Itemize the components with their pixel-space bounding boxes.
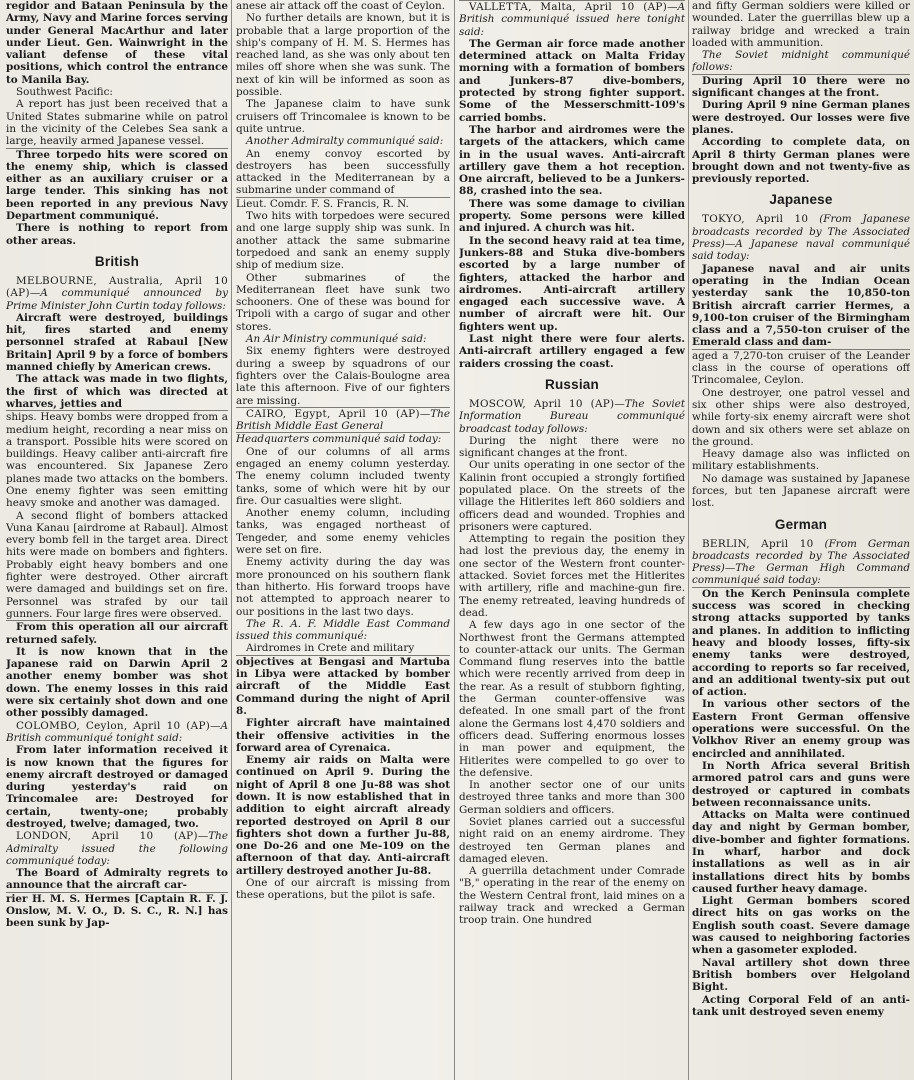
paragraph: Lieut. Comdr. F. S. Francis, R. N. — [236, 197, 450, 210]
column-3 — [459, 0, 685, 1080]
paragraph: Last night there were four alerts. Anti-aircraft artillery engaged a few raiders crossing the coast. — [459, 333, 685, 370]
paragraph: In North Africa several British armored patrol cars and guns were destroyed or captured in combats between reconnaissance units. — [692, 759, 910, 809]
paragraph: The attack was made in two flights, the first of which was directed at wharves, jetties and — [6, 373, 228, 410]
paragraph: Naval artillery shot down three British bombers over Helgoland Bight. — [692, 956, 910, 994]
dateline-berlin — [692, 538, 910, 587]
paragraph: A second flight of bombers attacked Vuna Kanau [airdrome at Rabaul]. Almost every bomb fell in the target area. Direct hits were made on bombers and fighters. Probably eight heavy bombers and one fighter were destroyed. Other aircraft were damaged and buildings set on fire. Personnel was strafed by our tail gunners. Four large fires were observed. — [6, 509, 228, 620]
paragraph: In another sector one of our units destroyed three tanks and more than 300 German soldiers and officers. — [459, 779, 685, 816]
paragraph: objectives at Bengasi and Martuba in Libya were attacked by bomber aircraft of the Middle East Command during the night of April 8. — [236, 655, 450, 717]
paragraph: It is now known that in the Japanese raid on Darwin April 2 another enemy bomber was shot down. The enemy losses in this raid were six certainly shot down and one other possibly damaged. — [6, 645, 228, 720]
paragraph: One destroyer, one patrol vessel and six other ships were also destroyed, while forty-six enemy aircraft were shot down and six others were set ablaze on the ground. — [692, 386, 910, 448]
paragraph: Acting Corporal Feld of an anti-tank unit destroyed seven enemy — [692, 993, 910, 1018]
paragraph: During April 9 nine German planes were destroyed. Our losses were five planes. — [692, 99, 910, 136]
subhead: An Air Ministry communiqué said: — [246, 333, 427, 346]
dateline-text: —A communiqué announced by Prime Minister John Curtin today follows: — [6, 287, 228, 312]
dateline-continued: Headquarters communiqué said today: — [236, 432, 450, 445]
paragraph: In various other sectors of the Eastern Front German offensive operations were successful. On the Volkhov River an enemy group was encircled and annihilated. — [692, 698, 910, 760]
dateline-text: —A British communiqué issued here tonight said: — [459, 1, 685, 38]
section-heading-british: British — [94, 253, 140, 269]
dateline-melbourne — [6, 275, 228, 312]
paragraph: Another enemy column, including tanks, was engaged northeast of Tengeder, and some enemy vehicles were set on fire. — [236, 507, 450, 557]
paragraph: The harbor and airdromes were the targets of the attackers, which came in in the usual waves. Anti-aircraft artillery gave them a hot reception. One aircraft, believed to be a Junkers-88, crashed into the sea. — [459, 123, 685, 198]
paragraph: Light German bombers scored direct hits on gas works on the English south coast. Severe damage was caused to neighboring factories when a gasometer exploded. — [692, 895, 910, 957]
paragraph: There is nothing to report from other areas. — [6, 222, 228, 247]
paragraph: rier H. M. S. Hermes [Captain R. F. J. Onslow, M. V. O., D. S. C., R. N.] has been sunk by Jap- — [6, 892, 228, 930]
paragraph: One of our columns of all arms engaged an enemy column yesterday. The enemy column included twenty tanks, some of which were hit by our fire. Our casualties were slight. — [236, 445, 450, 507]
paragraph: Two hits with torpedoes were secured and one large supply ship was sunk. In another attack the same submarine torpedoed and sank an enemy supply ship of medium size. — [236, 210, 450, 272]
column-4 — [692, 0, 910, 1080]
paragraph: Aircraft were destroyed, buildings hit, fires started and enemy personnel strafed at Rabaul [New Britain] April 9 by a force of bombers manned chiefly by American crews. — [6, 311, 228, 374]
dateline-place: TOKYO, April 10 — [702, 213, 809, 226]
paragraph: From later information received it is now known that the figures for enemy aircraft destroyed or damaged during yesterday's raid on Trincomalee are: Destroyed for certain, twenty-one; probably destroyed, twelve; damaged, two. — [6, 744, 228, 830]
dateline-text: (From Japanese broadcasts recorded by The Associated Press)—A Japanese naval communiqué said today: — [692, 213, 910, 263]
dateline-text: —The Soviet Information Bureau communiqué broadcast today follows: — [459, 397, 685, 435]
dateline-place: MELBOURNE, Australia, April 10 (AP) — [6, 274, 228, 300]
column-rule — [454, 0, 455, 1080]
paragraph: On the Kerch Peninsula complete success was scored in checking strong attacks supported by tanks and planes. In addition to inflicting heavy and bloody losses, fifty-six enemy tanks were destroyed, according to reports so far received, and an additional twenty-six put out of action. — [692, 587, 910, 699]
column-rule — [688, 0, 689, 1080]
paragraph: Enemy activity during the day was more pronounced on his southern flank than hitherto. His forward troops have not attempted to approach nearer to our positions in the last two days. — [236, 556, 450, 618]
paragraph: During April 10 there were no significant changes at the front. — [692, 74, 910, 100]
dateline-text: —The Admiralty issued the following communiqué today: — [6, 830, 228, 867]
column-rule — [231, 0, 232, 1080]
dateline-place: MOSCOW, April 10 (AP) — [469, 397, 615, 410]
paragraph: According to complete data, on April 8 thirty German planes were brought down and not twenty-five as previously reported. — [692, 136, 910, 186]
paragraph: No damage was sustained by Japanese forces, but ten Japanese aircraft were lost. — [692, 472, 910, 510]
dateline-place: VALLETTA, Malta, April 10 (AP) — [469, 1, 668, 13]
paragraph: One of our aircraft is missing from these operations, but the pilot is safe. — [236, 877, 450, 902]
dateline-place: BERLIN, April 10 — [702, 537, 814, 550]
paragraph: During the night there were no significant changes at the front. — [459, 434, 685, 460]
paragraph: A report has just been received that a United States submarine while on patrol in the vicinity of the Celebes Sea sank a large, heavily armed Japanese vessel. — [6, 98, 228, 148]
paragraph: Airdromes in Crete and military — [246, 642, 415, 655]
dateline-moscow — [459, 398, 685, 435]
section-heading-japanese: Japanese — [769, 192, 833, 208]
section-heading-russian: Russian — [545, 376, 599, 392]
column-1 — [6, 0, 228, 1080]
dateline-text: —A British communiqué tonight said: — [6, 719, 228, 744]
paragraph: From this operation all our aircraft returned safely. — [6, 621, 228, 646]
section-heading-german: German — [774, 516, 828, 532]
dateline-colombo — [6, 720, 228, 745]
paragraph: The Japanese claim to have sunk cruisers off Trincomalee is known to be quite untrue. — [236, 98, 450, 135]
dateline-text: —The British Middle East General — [236, 407, 450, 433]
dateline-valletta — [459, 0, 685, 38]
dateline-place: COLOMBO, Ceylon, April 10 (AP) — [16, 719, 211, 732]
paragraph: Japanese naval and air units operating in the Indian Ocean yesterday sank the 10,850-ton British aircraft carrier Hermes, a 9,100-ton cruiser of the Birmingham class and a 7,550-ton cruiser of the Emerald class and dam- — [692, 262, 910, 349]
dateline-place: CAIRO, Egypt, April 10 (AP) — [246, 407, 420, 420]
dateline-cairo — [236, 407, 450, 433]
subhead: Another Admiralty communiqué said: — [246, 135, 444, 148]
paragraph: anese air attack off the coast of Ceylon. — [236, 0, 446, 12]
paragraph: Our units operating in one sector of the Kalinin front occupied a strongly fortified populated place. On the streets of the village the Hitlerites left 860 soldiers and officers dead and wounded. Trophies and prisoners were captured. — [459, 459, 685, 533]
paragraph: Attacks on Malta were continued day and night by German bomber, dive-bomber and fighter formations. In wharf, harbor and dock installations as well as in air installations direct hits by bombs caused further heavy damage. — [692, 809, 910, 895]
dateline-place: LONDON, April 10 (AP) — [16, 830, 198, 843]
paragraph: Three torpedo hits were scored on the enemy ship, which is classed either as an auxiliary cruiser or a large tender. This sinking has not been reported in any previous Navy Department communiqué. — [6, 148, 228, 223]
paragraph: regidor and Bataan Peninsula by the Army, Navy and Marine forces serving under General MacArthur and later under Lieut. Gen. Wainwright in the valiant defense of these vital positions, which control the entrance to Manila Bay. — [6, 0, 228, 86]
paragraph: Soviet planes carried out a successful night raid on an enemy airdrome. They destroyed ten German planes and damaged eleven. — [459, 816, 685, 865]
paragraph: A guerrilla detachment under Comrade "B," operating in the rear of the enemy on the Western Central front, laid mines on a railway track and wrecked a German troop train. One hundred — [459, 865, 685, 927]
column-2 — [236, 0, 450, 1080]
paragraph: Southwest Pacific: — [16, 86, 113, 99]
paragraph: Enemy air raids on Malta were continued on April 9. During the night of April 8 one Ju-88 was shot down. It is now established that in addition to eight aircraft already reported destroyed on April 8 our fighters shot down a further Ju-88, one Do-26 and one Me-109 on the afternoon of that day. Anti-aircraft artillery destroyed another Ju-88. — [236, 754, 450, 877]
paragraph: Other submarines of the Mediterranean fleet have sunk two schooners. One of these was bound for Tripoli with a cargo of sugar and other stores. — [236, 271, 450, 333]
paragraph: and fifty German soldiers were killed or wounded. Later the guerrillas blew up a railway bridge and wrecked a train loaded with ammunition. — [692, 0, 910, 49]
paragraph: Fighter aircraft have maintained their offensive activities in the forward area of Cyrenaica. — [236, 717, 450, 754]
paragraph: No further details are known, but it is probable that a large proportion of the ship's company of H. M. S. Hermes has reached land, as she was only about ten miles off shore when she was sunk. The next of kin will be informed as soon as possible. — [236, 12, 450, 99]
paragraph: ships. Heavy bombs were dropped from a medium height, recording a near miss on a transport. Possible hits were scored on buildings. Heavy caliber anti-aircraft fire was encountered. Six Japanese Zero planes made two attacks on the bombers. One enemy fighter was seen emitting heavy smoke and another was damaged. — [6, 411, 228, 510]
paragraph: aged a 7,270-ton cruiser of the Leander class in the course of operations off Trincomalee, Ceylon. — [692, 349, 910, 387]
paragraph: Heavy damage also was inflicted on military establishments. — [692, 448, 910, 473]
subhead: The R. A. F. Middle East Command issued this communiqué: — [236, 617, 450, 643]
paragraph: The German air force made another determined attack on Malta Friday morning with a formation of bombers and Junkers-87 dive-bombers, protected by strong fighter support. Some of the Messerschmitt-109's carried bombs. — [459, 37, 685, 124]
paragraph: Attempting to regain the position they had lost the previous day, the enemy in one sector of the Western front counter-attacked. Soviet forces met the Hitlerites with artillery, rifle and machine-gun fire. The enemy retreated, leaving hundreds of dead. — [459, 533, 685, 619]
paragraph: A few days ago in one sector of the Northwest front the Germans attempted to counter-attack our units. The German Command flung reserves into the battle which were recently arrived from deep in the rear. As a result of stubborn fighting, the German counter-offensive was defeated. In one small part of the front alone the Germans lost 4,470 soldiers and officers dead. Suffering enormous losses in man power and equipment, the Hitlerites were compelled to go over to the defensive. — [459, 619, 685, 779]
paragraph: An enemy convoy escorted by destroyers has been successfully attacked in the Mediterranean by a submarine under command of — [236, 147, 450, 197]
paragraph: In the second heavy raid at tea time, Junkers-88 and Stuka dive-bombers escorted by a large number of fighters, attacked the harbor and airdromes. Anti-aircraft artillery engaged each successive wave. A number of aircraft were hit. Our fighters went up. — [459, 234, 685, 333]
paragraph: Six enemy fighters were destroyed during a sweep by squadrons of our fighters over the Calais-Boulogne area late this afternoon. Five of our fighters are missing. — [236, 345, 450, 407]
dateline-tokyo — [692, 213, 910, 262]
paragraph: The Board of Admiralty regrets to announce that the aircraft car- — [6, 867, 228, 892]
paragraph: There was some damage to civilian property. Some persons were killed and injured. A church was hit. — [459, 197, 685, 235]
subhead: The Soviet midnight communiqué follows: — [692, 49, 910, 74]
dateline-london — [6, 830, 228, 867]
dateline-text: (From German broadcasts recorded by The Associated Press)—The German High Command communiqué said today: — [692, 537, 910, 587]
